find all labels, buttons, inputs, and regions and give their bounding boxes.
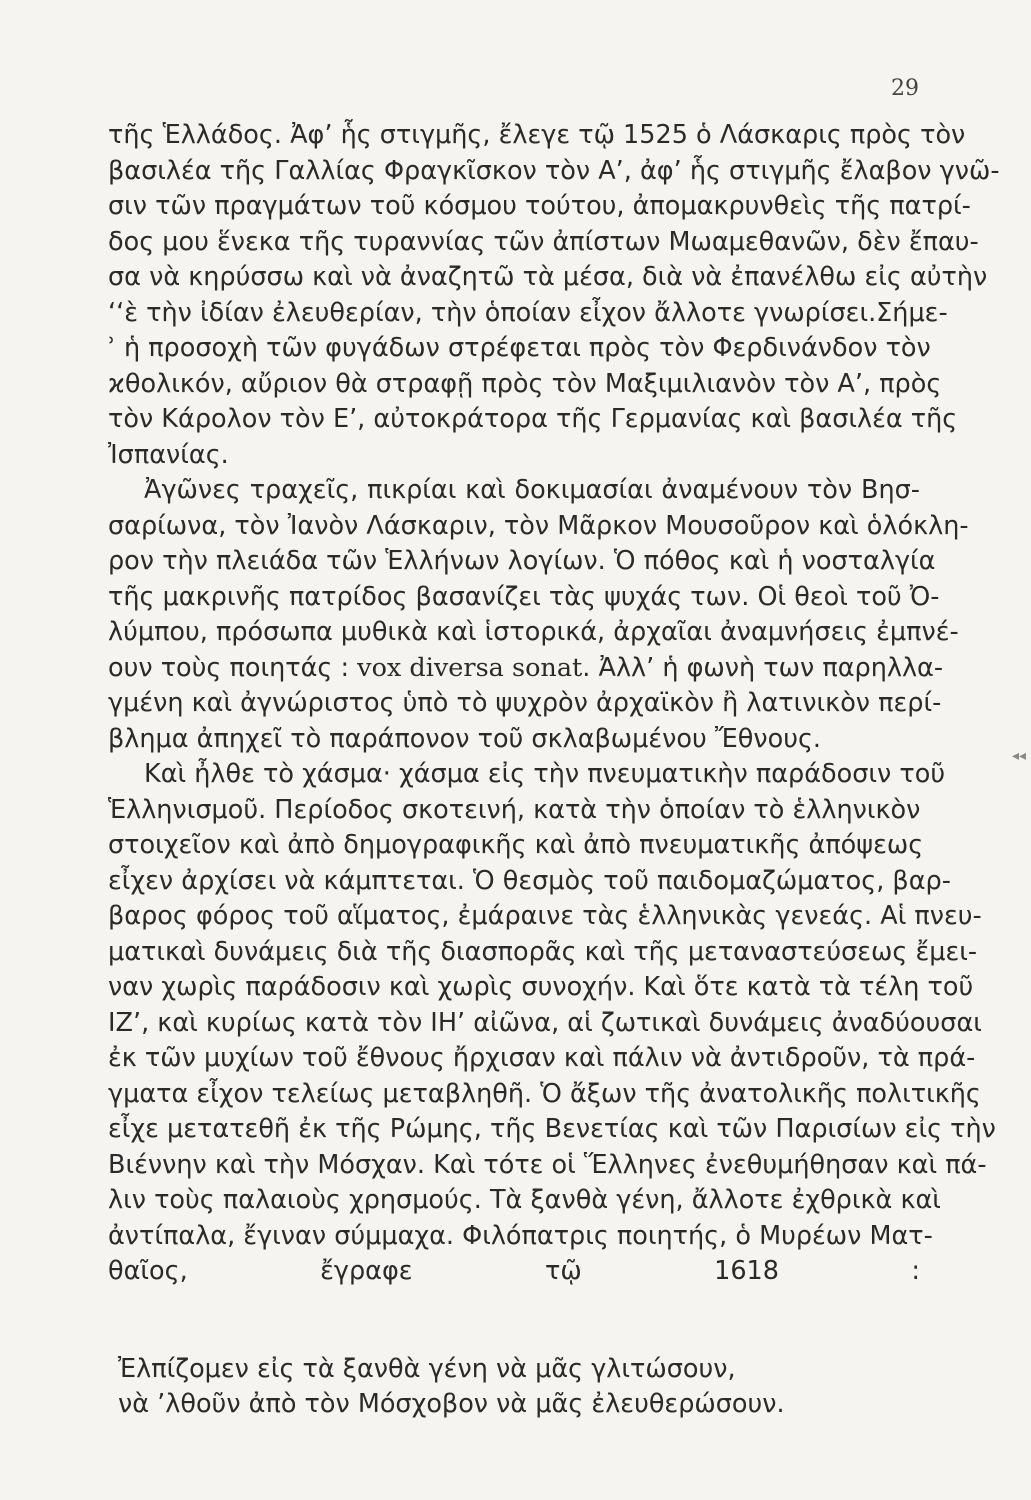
text-line <box>108 1290 920 1326</box>
text-line: δος μου ἕνεκα τῆς τυραννίας τῶν ἀπίστων Μωαμεθανῶν, δὲν ἔπαυ- <box>108 226 979 257</box>
verse-quote <box>118 1352 785 1422</box>
text-segment: . Ἀλλ’ ἡ φωνὴ των παρηλλα- <box>582 652 944 683</box>
text-line: ‘‘ὲ τὴν ἰδίαν ἐλευθερίαν, τὴν ὁποίαν εἶχον ἄλλοτε γνωρίσει.Σήμε- <box>108 297 948 328</box>
text-line-with-latin <box>108 651 944 687</box>
text-line: σαρίωνα, τὸν Ἰανὸν Λάσκαριν, τὸν Μᾶρκον Μουσοῦρον καὶ ὁλόκλη- <box>108 510 969 541</box>
verse-line: νὰ ’λθοῦν ἀπὸ τὸν Μόσχοβον νὰ μᾶς ἐλευθερώσουν. <box>118 1389 785 1419</box>
text-line: Καὶ ἦλθε τὸ χάσμα· χάσμα εἰς τὴν πνευματικὴν παράδοσιν τοῦ <box>144 759 946 789</box>
text-line: τῆς Ἑλλάδος. Ἀφ’ ἧς στιγμῆς, ἔλεγε τῷ 1525 ὁ Λάσκαρις πρὸς τὸν <box>108 120 966 150</box>
text-line: σιν τῶν πραγμάτων τοῦ κόσμου τούτου, ἀπομακρυνθεὶς τῆς πατρί- <box>108 191 971 221</box>
text-line: στοιχεῖον καὶ ἀπὸ δημογραφικῆς καὶ ἀπὸ πνευματικῆς ἀπόψεως <box>108 830 924 860</box>
text-line: λιν τοὺς παλαιοὺς χρησμούς. Τὰ ξανθὰ γένη, ἄλλοτε ἐχθρικὰ καὶ <box>108 1185 941 1215</box>
text-line: Ἑλληνισμοῦ. Περίοδος σκοτεινή, κατὰ τὴν ὁποίαν τὸ ἑλληνικὸν <box>108 794 921 825</box>
text-segment: ουν τοὺς ποιητάς : <box>108 652 350 683</box>
text-line: βλημα ἀπηχεῖ τὸ παράπονον τοῦ σκλαβωμένου Ἔθνους. <box>108 723 822 754</box>
text-line: λύμπου, πρόσωπα μυθικὰ καὶ ἱστορικά, ἀρχαῖαι ἀναμνήσεις ἐμπνέ- <box>108 617 959 647</box>
text-line: Ἀγῶνες τραχεῖς, πικρίαι καὶ δοκιμασίαι ἀναμένουν τὸν Βησ- <box>144 475 920 505</box>
text-line: Βιέννην καὶ τὴν Μόσχαν. Καὶ τότε οἱ Ἕλληνες ἐνεθυμήθησαν καὶ πά- <box>108 1149 987 1180</box>
text-line: ρον τὴν πλειάδα τῶν Ἑλλήνων λογίων. Ὁ πόθος καὶ ἡ νοσταλγία <box>108 546 936 576</box>
text-line: τῆς μακρινῆς πατρίδος βασανίζει τὰς ψυχάς των. Οἱ θεοὶ τοῦ Ὀ- <box>108 581 940 612</box>
body-text <box>108 118 1000 1325</box>
text-line: Ἰσπανίας. <box>108 439 229 470</box>
text-line: ἐκ τῶν μυχίων τοῦ ἔθνους ἤρχισαν καὶ πάλιν νὰ ἀντιδροῦν, τὰ πρά- <box>108 1043 976 1073</box>
latin-quote: vox diversa sonat <box>357 652 583 683</box>
text-line: ναν χωρὶς παράδοσιν καὶ χωρὶς συνοχήν. Καὶ ὅτε κατὰ τὰ τέλη τοῦ <box>108 972 974 1002</box>
text-line: εἶχεν ἀρχίσει νὰ κάμπτεται. Ὁ θεσμὸς τοῦ παιδομαζώματος, βαρ- <box>108 865 951 896</box>
text-line: ʾ ἡ προσοχὴ τῶν φυγάδων στρέφεται πρὸς τὸν Φερδινάνδον τὸν <box>108 333 931 363</box>
verse-line: Ἐλπίζομεν εἰς τὰ ξανθὰ γένη νὰ μᾶς γλιτώσουν, <box>118 1354 736 1384</box>
page-number: 29 <box>891 76 919 101</box>
text-line: ἀντίπαλα, ἔγιναν σύμμαχα. Φιλόπατρις ποιητής, ὁ Μυρέων Ματ- <box>108 1220 933 1251</box>
text-line: γμένη καὶ ἀγνώριστος ὑπὸ τὸ ψυχρὸν ἀρχαϊκὸν ἢ λατινικὸν περί- <box>108 688 942 718</box>
text-line: σα νὰ κηρύσσω καὶ νὰ ἀναζητῶ τὰ μέσα, διὰ νὰ ἐπανέλθω εἰς αὐτὴν <box>108 262 988 292</box>
text-line: ϰθολικόν, αὔριον θὰ στραφῇ πρὸς τὸν Μαξιμιλιανὸν τὸν Α’, πρὸς <box>108 368 942 399</box>
text-line: βαρος φόρος τοῦ αἵματος, ἐμάραινε τὰς ἑλληνικὰς γενεάς. Αἱ πνευ- <box>108 901 982 931</box>
text-line: ματικαὶ δυνάμεις διὰ τῆς διασπορᾶς καὶ τῆς μεταναστεύσεως ἔμει- <box>108 936 978 967</box>
text-line: γματα εἶχον τελείως μεταβληθῆ. Ὁ ἄξων τῆς ἀνατολικῆς πολιτικῆς <box>108 1078 981 1109</box>
text-line: θαῖος, ἔγραφε τῷ 1618 : <box>108 1256 920 1286</box>
text-line: εἶχε μετατεθῆ ἐκ τῆς Ρώμης, τῆς Βενετίας καὶ τῶν Παρισίων εἰς τὴν <box>108 1114 996 1144</box>
text-line: τὸν Κάρολον τὸν Ε’, αὐτοκράτορα τῆς Γερμανίας καὶ βασιλέα τῆς <box>108 404 958 434</box>
text-line: βασιλέα τῆς Γαλλίας Φραγκῖσκον τὸν Α’, ἀφ’ ἧς στιγμῆς ἔλαβον γνῶ- <box>108 155 1000 186</box>
margin-mark: ◂◂ <box>1012 748 1027 764</box>
text-line: ΙΖ’, καὶ κυρίως κατὰ τὸν ΙΗ’ αἰῶνα, αἱ ζωτικαὶ δυνάμεις ἀναδύουσαι <box>108 1007 982 1038</box>
